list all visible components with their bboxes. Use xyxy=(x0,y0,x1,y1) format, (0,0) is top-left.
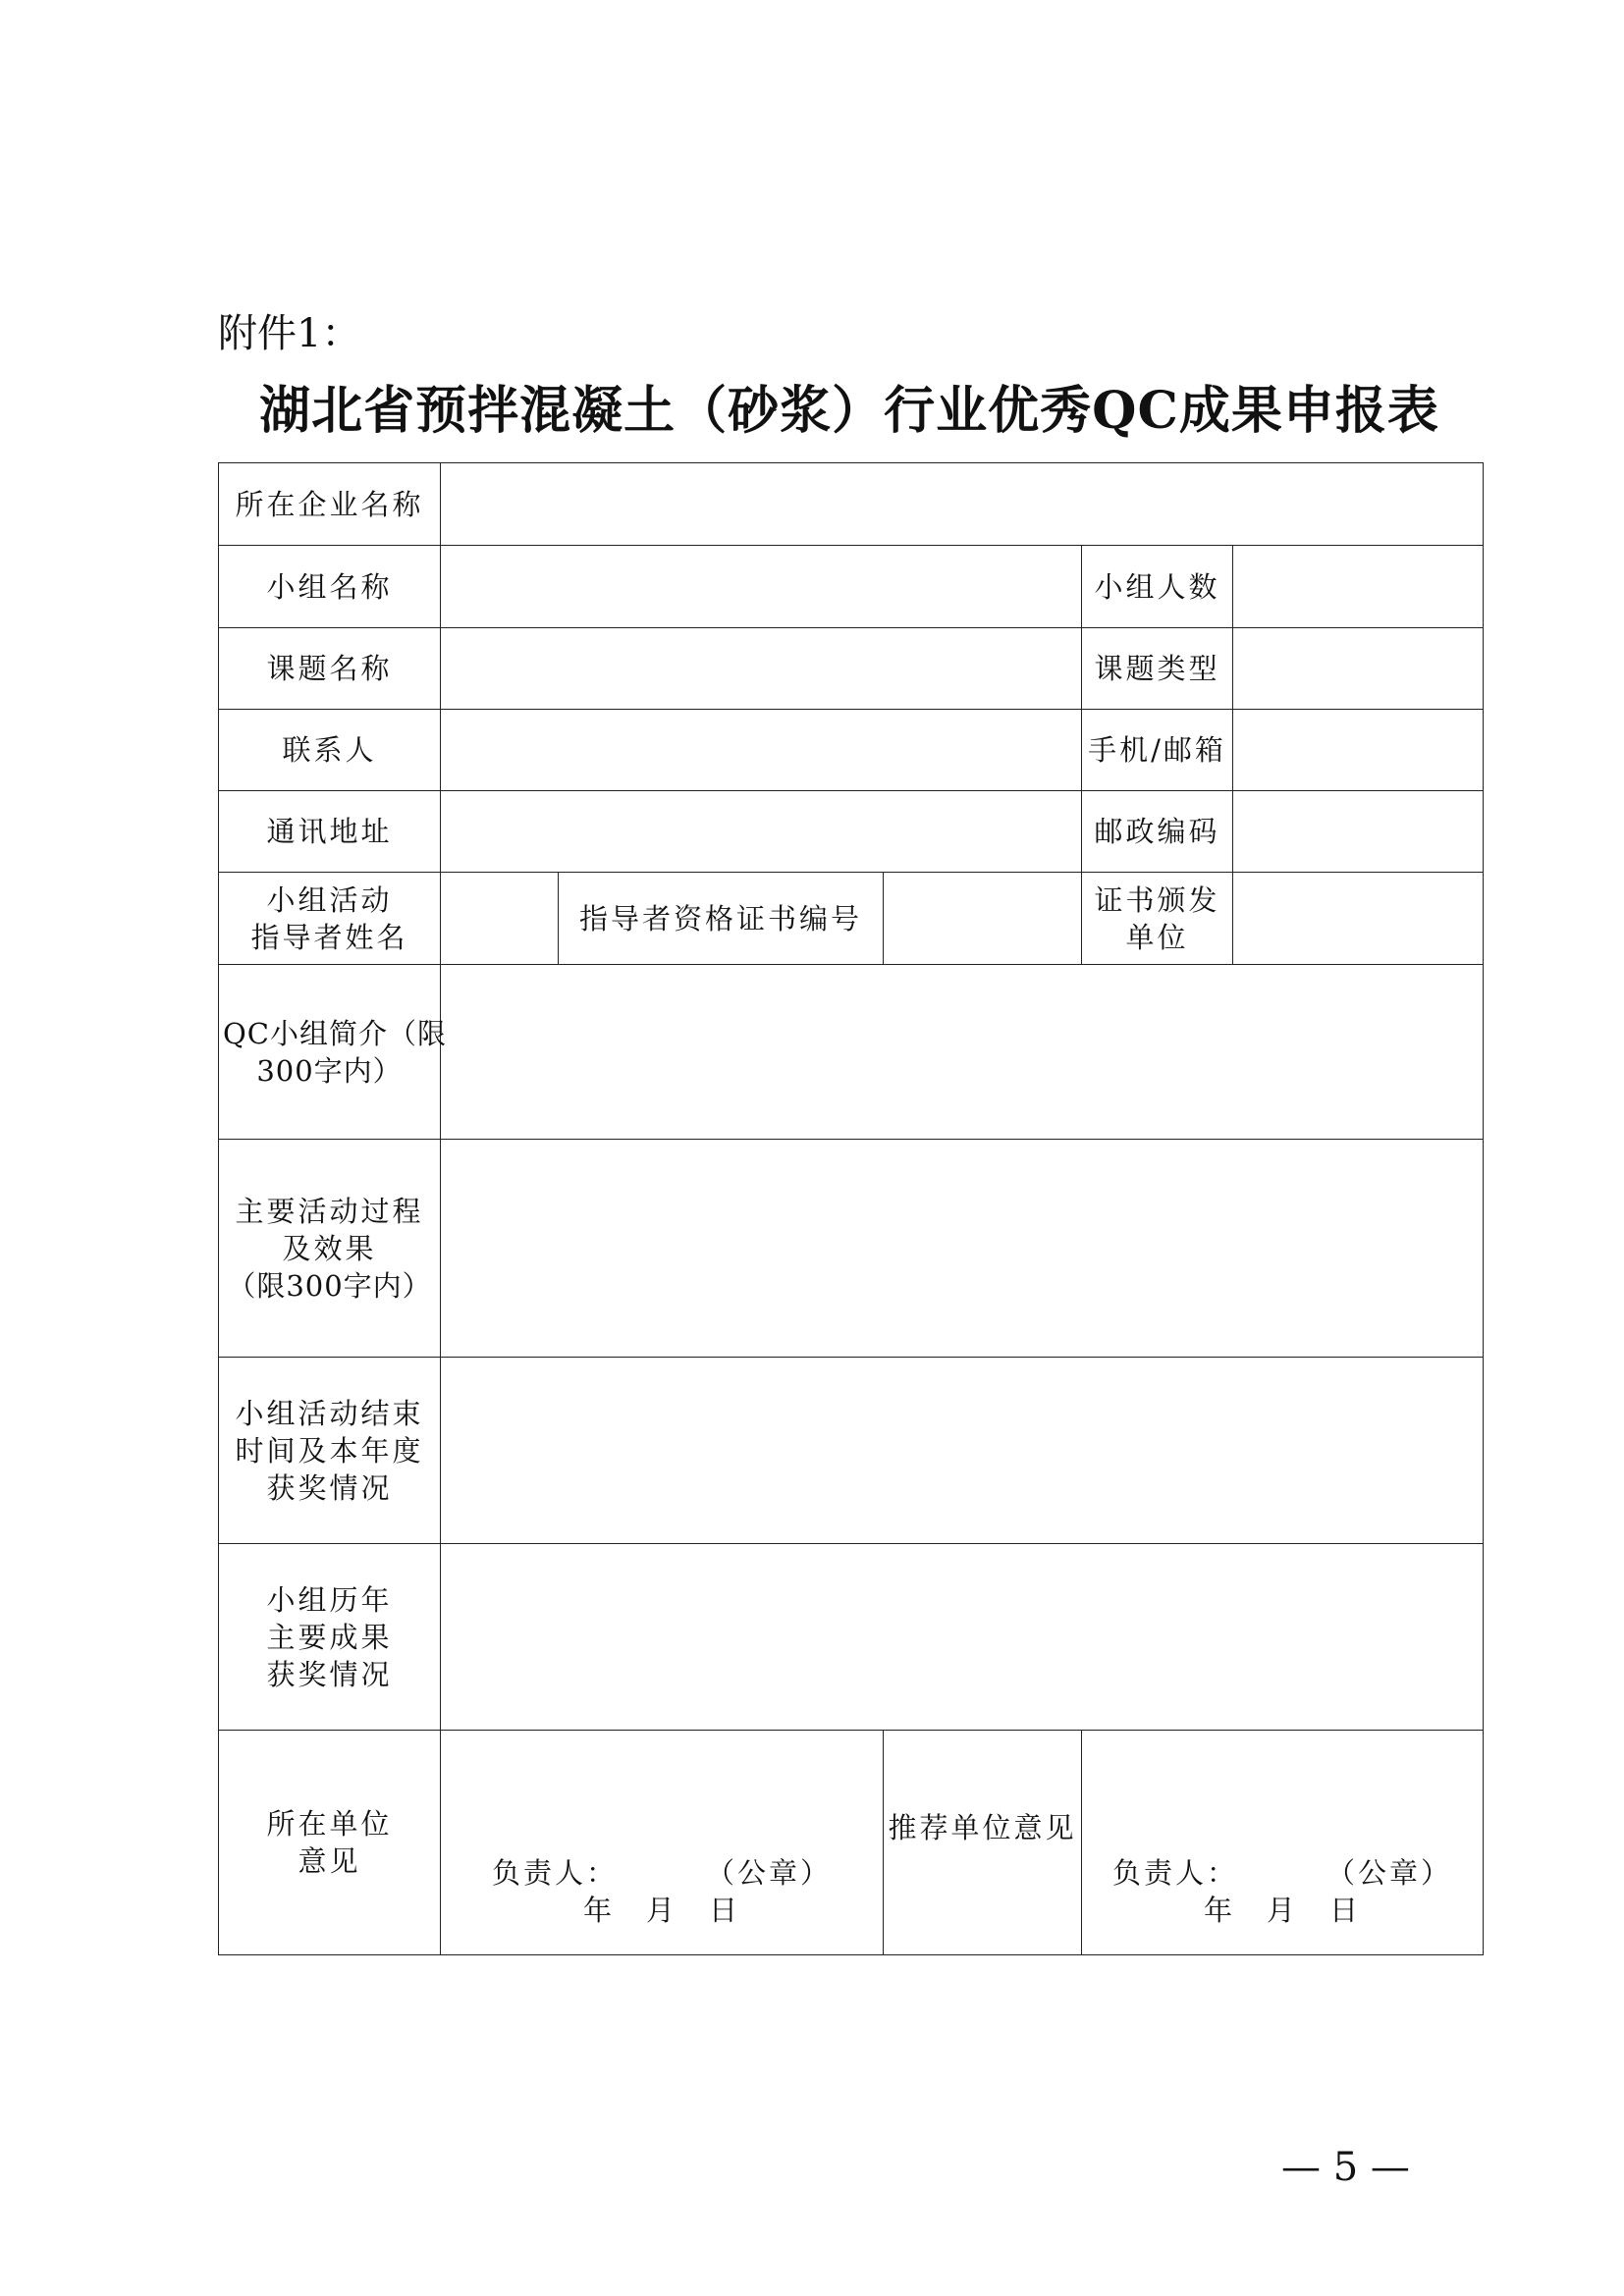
unit-signature-block xyxy=(441,1854,883,1929)
group-size-field[interactable] xyxy=(1233,546,1484,628)
contact-label: 联系人 xyxy=(219,710,441,791)
row-opinion xyxy=(219,1731,1484,1955)
cert-issuer-label-line: 单位 xyxy=(1125,920,1189,954)
attachment-label: 附件1： xyxy=(218,311,361,356)
topic-name-label: 课题名称 xyxy=(219,628,441,710)
process-label-line: 主要活动过程 xyxy=(235,1194,424,1228)
recommend-signature-line xyxy=(1082,1854,1483,1892)
company-name-field[interactable] xyxy=(441,463,1484,546)
topic-type-field[interactable] xyxy=(1233,628,1484,710)
instructor-label xyxy=(219,873,441,965)
process-field[interactable] xyxy=(441,1140,1484,1358)
history-label xyxy=(219,1544,441,1731)
unit-opinion-label xyxy=(219,1731,441,1955)
history-field[interactable] xyxy=(441,1544,1484,1731)
cert-number-field[interactable] xyxy=(884,873,1082,965)
row-intro xyxy=(219,965,1484,1140)
process-label-line: （限300字内） xyxy=(227,1268,432,1303)
intro-field[interactable] xyxy=(441,965,1484,1140)
intro-label-line: QC小组简介（限 xyxy=(223,1016,447,1050)
row-contact xyxy=(219,710,1484,791)
row-process xyxy=(219,1140,1484,1358)
form-title: 湖北省预拌混凝土（砂浆）行业优秀QC成果申报表 xyxy=(259,381,1439,441)
end-time-label xyxy=(219,1358,441,1544)
cert-issuer-label xyxy=(1082,873,1233,965)
address-label: 通讯地址 xyxy=(219,791,441,873)
page-number: — 5 — xyxy=(1281,2145,1410,2190)
official-seal-label: （公章） xyxy=(706,1856,833,1890)
row-topic xyxy=(219,628,1484,710)
recommend-opinion-label: 推荐单位意见 xyxy=(884,1731,1082,1955)
cert-number-label: 指导者资格证书编号 xyxy=(559,873,884,965)
row-history xyxy=(219,1544,1484,1731)
topic-name-field[interactable] xyxy=(441,628,1082,710)
instructor-label-line: 指导者姓名 xyxy=(250,920,408,954)
end-time-field[interactable] xyxy=(441,1358,1484,1544)
row-company xyxy=(219,463,1484,546)
end-time-label-line: 小组活动结束 xyxy=(235,1396,424,1430)
recommend-signature-block xyxy=(1082,1854,1483,1929)
process-label-line: 及效果 xyxy=(282,1231,377,1265)
address-field[interactable] xyxy=(441,791,1082,873)
history-label-line: 获奖情况 xyxy=(266,1657,393,1691)
unit-signature-line xyxy=(441,1854,883,1892)
end-time-label-line: 时间及本年度 xyxy=(235,1433,424,1468)
row-address xyxy=(219,791,1484,873)
company-name-label: 所在企业名称 xyxy=(219,463,441,546)
group-size-label: 小组人数 xyxy=(1082,546,1233,628)
responsible-person-label: 负责人： xyxy=(491,1856,618,1890)
instructor-name-field[interactable] xyxy=(441,873,559,965)
intro-label xyxy=(219,965,447,1140)
row-end-time xyxy=(219,1358,1484,1544)
instructor-label-line: 小组活动 xyxy=(266,882,393,917)
unit-opinion-label-line: 所在单位 xyxy=(266,1807,393,1841)
process-label xyxy=(219,1140,441,1358)
date-line: 年 月 日 xyxy=(582,1894,740,1927)
contact-field[interactable] xyxy=(441,710,1082,791)
phone-email-label: 手机/邮箱 xyxy=(1082,710,1233,791)
phone-email-field[interactable] xyxy=(1233,710,1484,791)
history-label-line: 主要成果 xyxy=(266,1620,393,1654)
cert-issuer-label-line: 证书颁发 xyxy=(1094,882,1220,917)
row-group xyxy=(219,546,1484,628)
unit-opinion-field[interactable] xyxy=(441,1731,884,1955)
group-name-label: 小组名称 xyxy=(219,546,441,628)
cert-issuer-field[interactable] xyxy=(1233,873,1484,965)
responsible-person-label: 负责人： xyxy=(1112,1856,1239,1890)
end-time-label-line: 获奖情况 xyxy=(266,1470,393,1505)
intro-label-line: 300字内） xyxy=(256,1053,403,1088)
unit-opinion-label-line: 意见 xyxy=(298,1844,361,1878)
group-name-field[interactable] xyxy=(441,546,1082,628)
application-form-table xyxy=(218,462,1484,1955)
official-seal-label: （公章） xyxy=(1326,1856,1453,1890)
postcode-field[interactable] xyxy=(1233,791,1484,873)
date-line: 年 月 日 xyxy=(1204,1894,1362,1927)
recommend-opinion-field[interactable] xyxy=(1082,1731,1484,1955)
row-instructor xyxy=(219,873,1484,965)
postcode-label: 邮政编码 xyxy=(1082,791,1233,873)
history-label-line: 小组历年 xyxy=(266,1582,393,1617)
topic-type-label: 课题类型 xyxy=(1082,628,1233,710)
